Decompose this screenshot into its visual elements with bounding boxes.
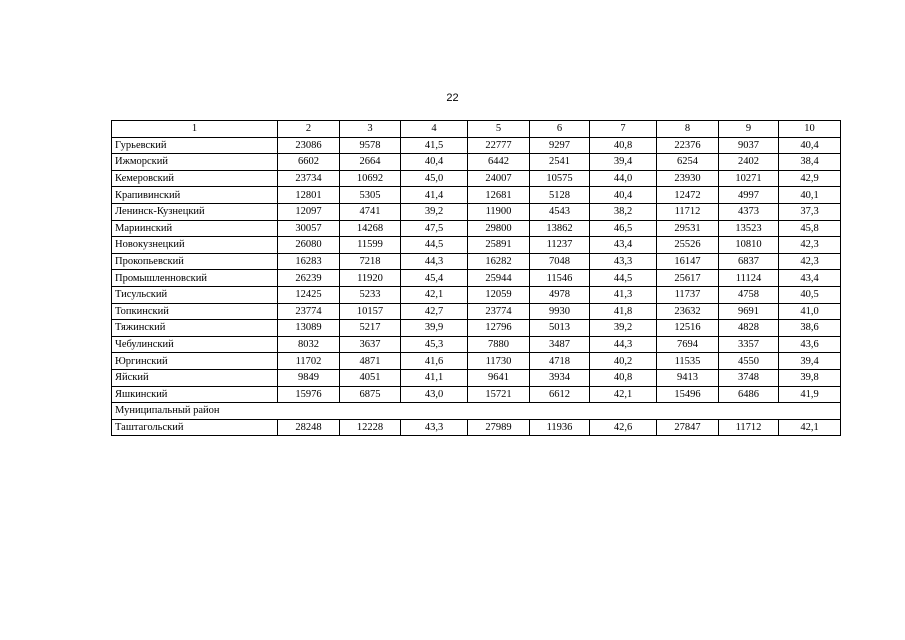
column-number-cell: 3: [340, 121, 401, 138]
value-cell: 3357: [719, 336, 779, 353]
value-cell: 39,8: [779, 369, 841, 386]
value-cell: 41,5: [401, 137, 468, 154]
value-cell: 4543: [530, 203, 590, 220]
value-cell: 3487: [530, 336, 590, 353]
page-number: 22: [446, 92, 459, 104]
value-cell: 4550: [719, 353, 779, 370]
value-cell: 44,3: [590, 336, 657, 353]
value-cell: 40,1: [779, 187, 841, 204]
value-cell: 12472: [657, 187, 719, 204]
value-cell: 24007: [468, 170, 530, 187]
value-cell: 38,2: [590, 203, 657, 220]
value-cell: 39,4: [779, 353, 841, 370]
value-cell: 4718: [530, 353, 590, 370]
value-cell: 23086: [278, 137, 340, 154]
value-cell: 9691: [719, 303, 779, 320]
value-cell: 9037: [719, 137, 779, 154]
value-cell: 39,2: [401, 203, 468, 220]
value-cell: 44,3: [401, 253, 468, 270]
value-cell: 42,1: [401, 286, 468, 303]
value-cell: 42,1: [779, 419, 841, 436]
value-cell: 7048: [530, 253, 590, 270]
value-cell: 11936: [530, 419, 590, 436]
table-row: [112, 386, 841, 403]
value-cell: 40,4: [590, 187, 657, 204]
value-cell: 43,3: [590, 253, 657, 270]
value-cell: 11599: [340, 237, 401, 254]
value-cell: 22376: [657, 137, 719, 154]
value-cell: 38,4: [779, 154, 841, 171]
value-cell: 40,5: [779, 286, 841, 303]
table-row: [112, 220, 841, 237]
column-number-cell: 2: [278, 121, 340, 138]
value-cell: 42,1: [590, 386, 657, 403]
value-cell: 12425: [278, 286, 340, 303]
value-cell: 39,2: [590, 320, 657, 337]
value-cell: 45,4: [401, 270, 468, 287]
value-cell: 10575: [530, 170, 590, 187]
value-cell: 41,1: [401, 369, 468, 386]
value-cell: 40,4: [401, 154, 468, 171]
value-cell: 11900: [468, 203, 530, 220]
value-cell: 15976: [278, 386, 340, 403]
table-row: [112, 320, 841, 337]
value-cell: 3748: [719, 369, 779, 386]
column-number-cell: 8: [657, 121, 719, 138]
value-cell: 45,3: [401, 336, 468, 353]
value-cell: 12097: [278, 203, 340, 220]
table-body: [112, 121, 841, 436]
value-cell: 4871: [340, 353, 401, 370]
value-cell: 16283: [278, 253, 340, 270]
value-cell: 41,9: [779, 386, 841, 403]
value-cell: 45,8: [779, 220, 841, 237]
table-row: [112, 237, 841, 254]
value-cell: 5013: [530, 320, 590, 337]
value-cell: 4758: [719, 286, 779, 303]
value-cell: 11702: [278, 353, 340, 370]
table-row: [112, 203, 841, 220]
section-row: [112, 403, 841, 420]
value-cell: 11730: [468, 353, 530, 370]
table-header-row: [112, 121, 841, 138]
value-cell: 10692: [340, 170, 401, 187]
value-cell: 13862: [530, 220, 590, 237]
district-name-cell: Тисульский: [112, 286, 278, 303]
value-cell: 29531: [657, 220, 719, 237]
value-cell: 4978: [530, 286, 590, 303]
value-cell: 3637: [340, 336, 401, 353]
value-cell: 15496: [657, 386, 719, 403]
table-row: [112, 137, 841, 154]
district-name-cell: Ленинск-Кузнецкий: [112, 203, 278, 220]
value-cell: 11712: [719, 419, 779, 436]
value-cell: 6612: [530, 386, 590, 403]
value-cell: 22777: [468, 137, 530, 154]
district-name-cell: Яшкинский: [112, 386, 278, 403]
value-cell: 37,3: [779, 203, 841, 220]
value-cell: 43,6: [779, 336, 841, 353]
value-cell: 2664: [340, 154, 401, 171]
value-cell: 11546: [530, 270, 590, 287]
value-cell: 27989: [468, 419, 530, 436]
section-label: Муниципальный район: [112, 403, 841, 420]
table-row: [112, 270, 841, 287]
value-cell: 7880: [468, 336, 530, 353]
statistics-table: [111, 120, 841, 436]
value-cell: 42,3: [779, 237, 841, 254]
value-cell: 11237: [530, 237, 590, 254]
value-cell: 40,4: [779, 137, 841, 154]
district-name-cell: Новокузнецкий: [112, 237, 278, 254]
value-cell: 4997: [719, 187, 779, 204]
value-cell: 25526: [657, 237, 719, 254]
value-cell: 38,6: [779, 320, 841, 337]
value-cell: 40,2: [590, 353, 657, 370]
district-name-cell: Промышленновский: [112, 270, 278, 287]
value-cell: 23774: [278, 303, 340, 320]
value-cell: 10157: [340, 303, 401, 320]
value-cell: 16147: [657, 253, 719, 270]
district-name-cell: Прокопьевский: [112, 253, 278, 270]
table-row: [112, 419, 841, 436]
district-name-cell: Мариинский: [112, 220, 278, 237]
value-cell: 5233: [340, 286, 401, 303]
value-cell: 13523: [719, 220, 779, 237]
value-cell: 39,4: [590, 154, 657, 171]
value-cell: 43,4: [590, 237, 657, 254]
value-cell: 41,6: [401, 353, 468, 370]
district-name-cell: Гурьевский: [112, 137, 278, 154]
district-name-cell: Топкинский: [112, 303, 278, 320]
value-cell: 47,5: [401, 220, 468, 237]
column-number-cell: 6: [530, 121, 590, 138]
table-row: [112, 353, 841, 370]
column-number-cell: 10: [779, 121, 841, 138]
value-cell: 23734: [278, 170, 340, 187]
value-cell: 7218: [340, 253, 401, 270]
table-row: [112, 187, 841, 204]
value-cell: 41,8: [590, 303, 657, 320]
value-cell: 8032: [278, 336, 340, 353]
value-cell: 4828: [719, 320, 779, 337]
value-cell: 26080: [278, 237, 340, 254]
value-cell: 5305: [340, 187, 401, 204]
value-cell: 30057: [278, 220, 340, 237]
value-cell: 11712: [657, 203, 719, 220]
table-row: [112, 253, 841, 270]
value-cell: 42,6: [590, 419, 657, 436]
value-cell: 6442: [468, 154, 530, 171]
value-cell: 2541: [530, 154, 590, 171]
value-cell: 9930: [530, 303, 590, 320]
value-cell: 15721: [468, 386, 530, 403]
value-cell: 6254: [657, 154, 719, 171]
value-cell: 23632: [657, 303, 719, 320]
district-name-cell: Ижморский: [112, 154, 278, 171]
value-cell: 9297: [530, 137, 590, 154]
value-cell: 9641: [468, 369, 530, 386]
value-cell: 40,8: [590, 369, 657, 386]
value-cell: 25944: [468, 270, 530, 287]
value-cell: 43,4: [779, 270, 841, 287]
value-cell: 41,0: [779, 303, 841, 320]
value-cell: 5217: [340, 320, 401, 337]
value-cell: 5128: [530, 187, 590, 204]
table-row: [112, 336, 841, 353]
value-cell: 11124: [719, 270, 779, 287]
value-cell: 12228: [340, 419, 401, 436]
value-cell: 12516: [657, 320, 719, 337]
value-cell: 12796: [468, 320, 530, 337]
value-cell: 6602: [278, 154, 340, 171]
value-cell: 2402: [719, 154, 779, 171]
value-cell: 4373: [719, 203, 779, 220]
value-cell: 44,0: [590, 170, 657, 187]
district-name-cell: Крапивинский: [112, 187, 278, 204]
value-cell: 25891: [468, 237, 530, 254]
district-name-cell: Тяжинский: [112, 320, 278, 337]
value-cell: 7694: [657, 336, 719, 353]
value-cell: 6837: [719, 253, 779, 270]
value-cell: 11535: [657, 353, 719, 370]
table-row: [112, 369, 841, 386]
column-number-cell: 4: [401, 121, 468, 138]
value-cell: 4741: [340, 203, 401, 220]
table-row: [112, 303, 841, 320]
value-cell: 23930: [657, 170, 719, 187]
value-cell: 11737: [657, 286, 719, 303]
value-cell: 6486: [719, 386, 779, 403]
value-cell: 13089: [278, 320, 340, 337]
value-cell: 42,7: [401, 303, 468, 320]
value-cell: 44,5: [401, 237, 468, 254]
value-cell: 43,3: [401, 419, 468, 436]
value-cell: 26239: [278, 270, 340, 287]
column-number-cell: 5: [468, 121, 530, 138]
district-name-cell: Чебулинский: [112, 336, 278, 353]
value-cell: 41,4: [401, 187, 468, 204]
column-number-cell: 9: [719, 121, 779, 138]
value-cell: 10271: [719, 170, 779, 187]
value-cell: 42,3: [779, 253, 841, 270]
value-cell: 12059: [468, 286, 530, 303]
value-cell: 39,9: [401, 320, 468, 337]
value-cell: 10810: [719, 237, 779, 254]
value-cell: 44,5: [590, 270, 657, 287]
district-name-cell: Таштагольский: [112, 419, 278, 436]
value-cell: 12801: [278, 187, 340, 204]
value-cell: 41,3: [590, 286, 657, 303]
value-cell: 3934: [530, 369, 590, 386]
value-cell: 43,0: [401, 386, 468, 403]
value-cell: 9849: [278, 369, 340, 386]
district-name-cell: Яйский: [112, 369, 278, 386]
value-cell: 28248: [278, 419, 340, 436]
value-cell: 45,0: [401, 170, 468, 187]
table-row: [112, 154, 841, 171]
table-row: [112, 286, 841, 303]
value-cell: 12681: [468, 187, 530, 204]
value-cell: 42,9: [779, 170, 841, 187]
column-number-cell: 1: [112, 121, 278, 138]
value-cell: 40,8: [590, 137, 657, 154]
value-cell: 9578: [340, 137, 401, 154]
value-cell: 27847: [657, 419, 719, 436]
value-cell: 29800: [468, 220, 530, 237]
value-cell: 16282: [468, 253, 530, 270]
table-row: [112, 170, 841, 187]
value-cell: 9413: [657, 369, 719, 386]
district-name-cell: Юргинский: [112, 353, 278, 370]
value-cell: 25617: [657, 270, 719, 287]
value-cell: 6875: [340, 386, 401, 403]
value-cell: 11920: [340, 270, 401, 287]
district-name-cell: Кемеровский: [112, 170, 278, 187]
value-cell: 23774: [468, 303, 530, 320]
value-cell: 46,5: [590, 220, 657, 237]
value-cell: 14268: [340, 220, 401, 237]
value-cell: 4051: [340, 369, 401, 386]
column-number-cell: 7: [590, 121, 657, 138]
